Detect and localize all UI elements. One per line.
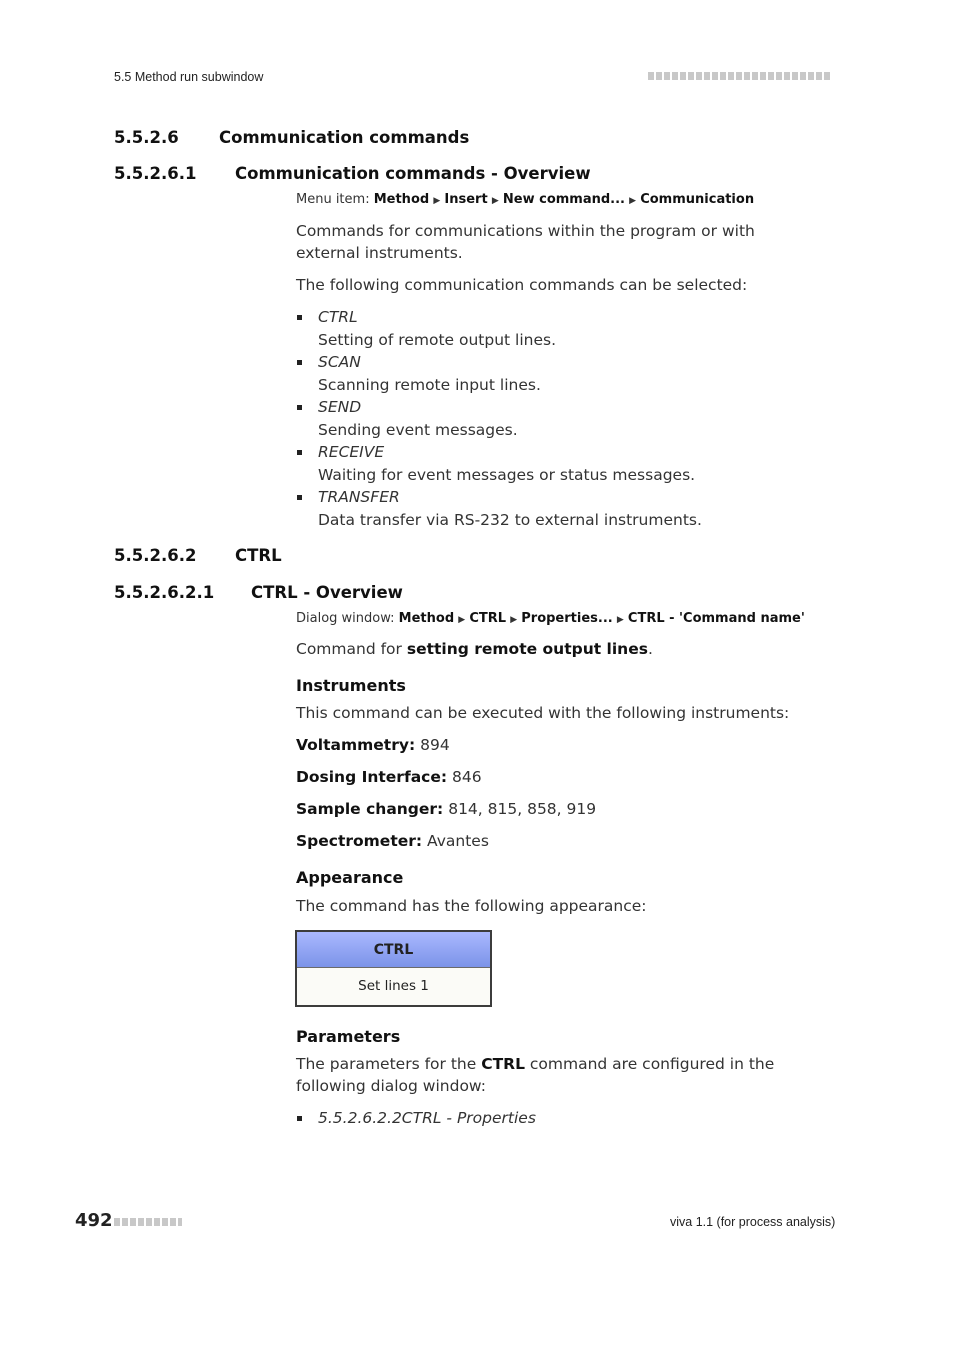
instrument-dosing-interface: Dosing Interface: 846 [296, 768, 482, 786]
triangle-right-icon: ▶ [458, 615, 466, 625]
triangle-right-icon: ▶ [491, 196, 499, 206]
list-item: CTRL Setting of remote output lines. [296, 306, 702, 351]
menu-item-path: Menu item: Method ▶ Insert ▶ New command... ▶ Communication [296, 192, 755, 207]
instruments-text: This command can be executed with the following instruments: [296, 704, 790, 722]
command-list [296, 306, 702, 531]
list-item: RECEIVE Waiting for event messages or status messages. [296, 441, 702, 486]
properties-link[interactable]: 5.5.2.6.2.2CTRL - Properties [318, 1109, 536, 1127]
overview-paragraph: Commands for communications within the program or with external instruments. [296, 222, 755, 262]
instruments-heading: Instruments [296, 676, 406, 695]
page-number: 492 [75, 1210, 113, 1231]
instrument-spectrometer: Spectrometer: Avantes [296, 832, 489, 850]
triangle-right-icon: ▶ [433, 196, 441, 206]
ctrl-command-appearance [295, 930, 492, 1007]
footer-dots-decoration [114, 1218, 182, 1226]
list-item[interactable] [296, 1107, 536, 1130]
dialog-window-path: Dialog window: Method ▶ CTRL ▶ Properties... ▶ CTRL - 'Command name' [296, 611, 805, 626]
command-box-subtitle: Set lines 1 [297, 968, 490, 1005]
appearance-text: The command has the following appearance: [296, 897, 647, 915]
running-header: 5.5 Method run subwindow [114, 70, 264, 84]
header-dots-decoration [648, 72, 830, 80]
overview-selectable-text: The following communication commands can be selected: [296, 276, 748, 294]
triangle-right-icon: ▶ [510, 615, 518, 625]
ctrl-intro: Command for setting remote output lines. [296, 640, 653, 658]
triangle-right-icon: ▶ [616, 615, 624, 625]
parameters-text: The parameters for the CTRL command are configured in the following dialog window: [296, 1055, 775, 1095]
appearance-heading: Appearance [296, 868, 404, 887]
list-item: SCAN Scanning remote input lines. [296, 351, 702, 396]
list-item: TRANSFER Data transfer via RS-232 to external instruments. [296, 486, 702, 531]
command-box-title: CTRL [297, 932, 490, 968]
footer-product: viva 1.1 (for process analysis) [670, 1215, 836, 1229]
parameters-heading: Parameters [296, 1027, 401, 1046]
instrument-sample-changer: Sample changer: 814, 815, 858, 919 [296, 800, 597, 818]
properties-link-list [296, 1107, 536, 1130]
triangle-right-icon: ▶ [629, 196, 637, 206]
instrument-voltammetry: Voltammetry: 894 [296, 736, 450, 754]
list-item: SEND Sending event messages. [296, 396, 702, 441]
